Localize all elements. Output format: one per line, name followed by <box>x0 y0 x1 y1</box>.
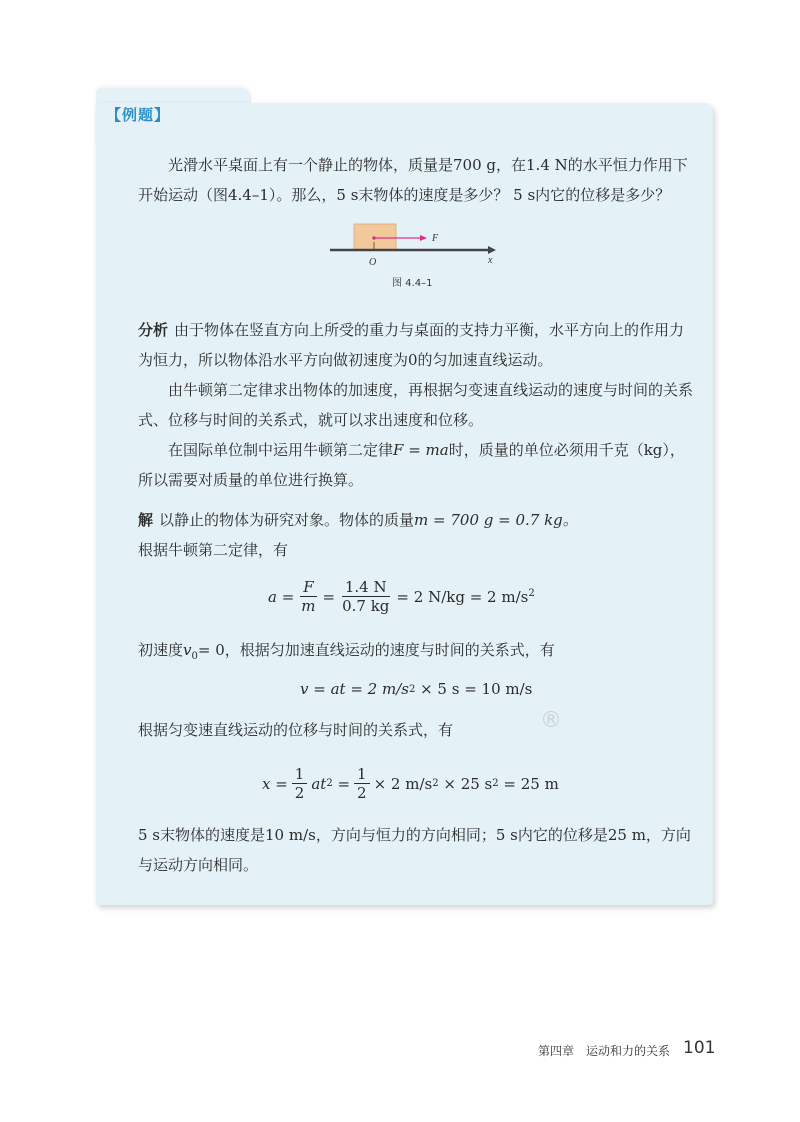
eq3-mid: at <box>311 774 327 793</box>
solution-line2: 根据牛顿第二定律，有 <box>138 541 289 559</box>
force-label: F <box>432 233 439 244</box>
eq3-tail1-sup: 2 <box>432 778 439 789</box>
figure-4-4-1 <box>330 220 500 295</box>
line3-var: v <box>183 641 192 659</box>
eq3-f2-den: 2 <box>357 784 367 802</box>
solution-line3 <box>138 635 698 672</box>
eq3-frac2 <box>354 765 370 802</box>
axis-label: x <box>488 255 493 266</box>
eq1-f2-num: 1.4 N <box>342 578 390 597</box>
force-origin-dot <box>372 236 376 240</box>
eq3-f1-den: 2 <box>294 784 305 802</box>
figure-caption: 图 4.4–1 <box>392 278 433 289</box>
problem-text: 光滑水平桌面上有一个静止的物体，质量是700 g，在1.4 N的水平恒力作用下开始运动（图4.4–1）。那么，5 s末物体的速度是多少？ 5 s内它的位移是多少？ <box>138 156 688 204</box>
section-tag: 【例题】 <box>106 106 171 124</box>
line3-after: = 0，根据匀加速直线运动的速度与时间的关系式，有 <box>197 641 555 659</box>
line3-before: 初速度 <box>138 641 184 659</box>
eq1-frac2 <box>339 578 392 615</box>
eq3-frac1 <box>292 765 308 802</box>
eq1-f1-den: m <box>301 597 316 615</box>
analysis-p3 <box>138 435 698 495</box>
eq1-rhs-text: = 2 N/kg = 2 m/s <box>396 587 529 606</box>
chapter-footer: 第四章 运动和力的关系 <box>538 1044 671 1058</box>
x-axis-arrow <box>488 246 496 254</box>
eq1-rhs <box>396 588 534 606</box>
solution-label: 解 <box>138 511 154 529</box>
force-arrowhead <box>420 235 427 241</box>
eq2-before: v = at = 2 m/s <box>300 680 409 698</box>
analysis-p3-after: 时，质量的单位必须用千克（kg），所以需要对质量的单位进行换算。 <box>138 441 685 489</box>
analysis-label: 分析 <box>138 321 169 339</box>
line3-sub: 0 <box>191 651 198 662</box>
solution-line4: 根据匀变速直线运动的位移与时间的关系式，有 <box>138 721 454 739</box>
solution-line1-formula: m = 700 g = 0.7 kg。 <box>414 511 578 529</box>
eq3-eq: = <box>332 774 351 793</box>
eq1-rhs-sup: 2 <box>528 587 535 599</box>
origin-label: O <box>369 257 377 268</box>
eq3-f2-num: 1 <box>354 765 370 784</box>
eq1-eq: = <box>322 587 336 606</box>
solution-line1 <box>138 505 698 535</box>
solution-line1-before: 以静止的物体为研究对象。物体的质量 <box>159 511 415 529</box>
page-number: 101 <box>683 1038 716 1058</box>
eq2-sup: 2 <box>408 683 416 695</box>
eq2-after: × 5 s = 10 m/s <box>415 680 533 698</box>
eq3-f1-num: 1 <box>292 765 308 784</box>
analysis-p3-before: 在国际单位制中运用牛顿第二定律 <box>168 441 394 459</box>
analysis-p1 <box>138 315 698 375</box>
eq3-mid-sup: 2 <box>326 778 333 789</box>
eq3-tail2-sup: 2 <box>492 778 499 789</box>
eq1-lhs: a = <box>268 587 295 606</box>
eq3-tail3: = 25 m <box>498 774 559 793</box>
eq1-frac1 <box>298 578 318 615</box>
watermark: ® <box>540 708 562 733</box>
eq3-tail2: × 25 s <box>438 774 493 793</box>
analysis-p2: 由牛顿第二定律求出物体的加速度，再根据匀变速直线运动的速度与时间的关系式、位移与时间的关系式，就可以求出速度和位移。 <box>138 381 694 429</box>
equation-velocity <box>300 680 532 698</box>
equation-acceleration <box>268 578 535 615</box>
eq1-f1-num: F <box>300 578 316 597</box>
analysis-p1-text: 由于物体在竖直方向上所受的重力与桌面的支持力平衡，水平方向上的作用力为恒力，所以物体沿水平方向做初速度为0的匀加速直线运动。 <box>138 321 685 369</box>
eq3-tail1: × 2 m/s <box>373 774 433 793</box>
equation-displacement <box>262 765 559 802</box>
eq1-f2-den: 0.7 kg <box>342 597 390 615</box>
conclusion-text: 5 s末物体的速度是10 m/s，方向与恒力的方向相同；5 s内它的位移是25 m，方向与运动方向相同。 <box>138 826 691 874</box>
eq3-lhs: x = <box>262 774 288 793</box>
analysis-p3-formula: F = ma <box>393 441 449 459</box>
